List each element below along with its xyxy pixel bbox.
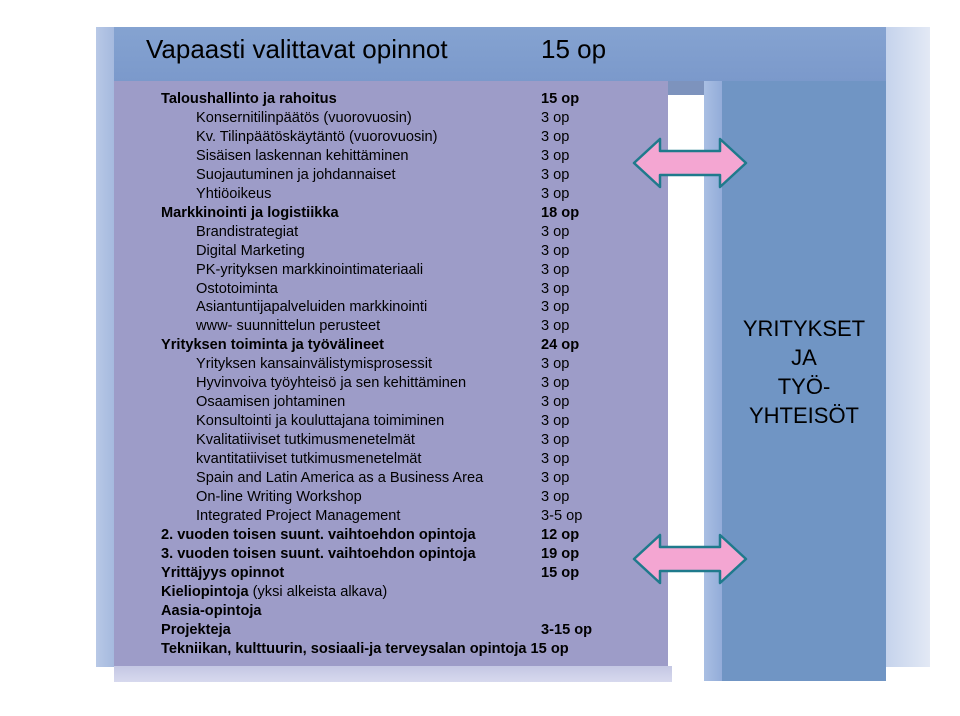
companies-label-line: YHTEISÖT (748, 403, 859, 428)
course-credits: 3 op (541, 375, 570, 392)
course-label: Integrated Project Management (196, 507, 401, 524)
total-credits: 15 op (541, 34, 607, 64)
course-credits: 3 op (541, 451, 570, 468)
course-label: 2. vuoden toisen suunt. vaihtoehdon opintoja (161, 526, 476, 543)
course-label: Taloushallinto ja rahoitus (161, 91, 337, 107)
course-credits: 3 op (541, 299, 570, 316)
double-arrow-icon (632, 137, 748, 189)
course-credits: 12 op (541, 526, 580, 543)
course-credits: 3 op (541, 166, 570, 183)
course-credits: 3 op (541, 318, 570, 335)
course-label: kvantitatiiviset tutkimusmenetelmät (196, 451, 422, 468)
course-credits: 3 op (541, 261, 570, 278)
course-credits: 3 op (541, 147, 570, 164)
right-depth-shade (886, 27, 930, 667)
course-label: Asiantuntijapalveluiden markkinointi (196, 299, 428, 316)
course-credits: 18 op (541, 204, 580, 221)
course-credits: 15 op (541, 564, 580, 581)
course-credits: 3 op (541, 432, 570, 449)
course-label: Osaamisen johtaminen (196, 394, 346, 411)
course-label: Hyvinvoiva työyhteisö ja sen kehittäminen (196, 375, 467, 392)
course-credits: 3 op (541, 185, 570, 202)
course-credits: 3 op (541, 356, 570, 373)
page-title: Vapaasti valittavat opinnot (146, 34, 448, 64)
course-label: Brandistrategiat (196, 223, 299, 240)
companies-label-line: JA (791, 345, 817, 370)
course-label: Suojautuminen ja johdannaiset (196, 166, 396, 183)
course-label: On-line Writing Workshop (196, 488, 362, 505)
course-label: Yrityksen kansainvälistymisprosessit (196, 356, 433, 373)
course-credits: 3 op (541, 413, 570, 430)
course-label: Projekteja (161, 621, 231, 638)
companies-label-line: TYÖ- (777, 374, 831, 399)
course-label: Konsultointi ja kouluttajana toimiminen (196, 413, 445, 430)
course-label: Digital Marketing (196, 242, 305, 259)
course-credits: 3 op (541, 242, 570, 259)
course-credits: 3 op (541, 223, 570, 240)
course-credits: 3 op (541, 470, 570, 486)
course-label: Kvalitatiiviset tutkimusmenetelmät (196, 432, 415, 449)
course-credits: 24 op (541, 337, 580, 354)
course-label: Kv. Tilinpäätöskäytäntö (vuorovuosin) (196, 128, 438, 145)
course-label: Sisäisen laskennan kehittäminen (196, 147, 409, 164)
course-label: Yrityksen toiminta ja työvälineet (161, 337, 385, 354)
course-credits: 19 op (541, 545, 580, 562)
course-label: Konsernitilinpäätös (vuorovuosin) (196, 109, 412, 126)
course-credits: 3 op (541, 128, 570, 145)
course-label: PK-yrityksen markkinointimateriaali (196, 261, 424, 278)
course-label-note: (yksi alkeista alkava) (248, 583, 388, 600)
course-credits: 3 op (541, 109, 570, 126)
course-label: Kieliopintoja (yksi alkeista alkava) (161, 583, 388, 600)
course-credits: 3-5 op (541, 507, 583, 524)
course-credits: 3-15 op (541, 621, 593, 638)
course-label: Markkinointi ja logistiikka (161, 204, 339, 221)
panel-edge-shade (668, 81, 704, 95)
course-label: Yrittäjyys opinnot (161, 564, 285, 581)
course-credits: 3 op (541, 394, 570, 411)
course-label: Yhtiöoikeus (196, 185, 272, 202)
course-label: 3. vuoden toisen suunt. vaihtoehdon opintoja (161, 545, 476, 562)
course-label: Aasia-opintoja (161, 602, 262, 619)
companies-label (722, 314, 886, 430)
companies-label-line: YRITYKSET (742, 316, 866, 341)
course-credits: 3 op (541, 280, 570, 297)
course-label: Spain and Latin America as a Business Area (196, 470, 484, 486)
course-label: Ostotoiminta (196, 280, 278, 297)
course-credits: 3 op (541, 488, 570, 505)
double-arrow-icon (632, 533, 748, 585)
panel-bottom-shade (114, 666, 672, 682)
course-credits: 15 op (541, 91, 580, 107)
course-label: www- suunnittelun perusteet (196, 318, 381, 335)
course-label: Tekniikan, kulttuurin, sosiaali-ja terveysalan opintoja 15 op (161, 640, 569, 657)
